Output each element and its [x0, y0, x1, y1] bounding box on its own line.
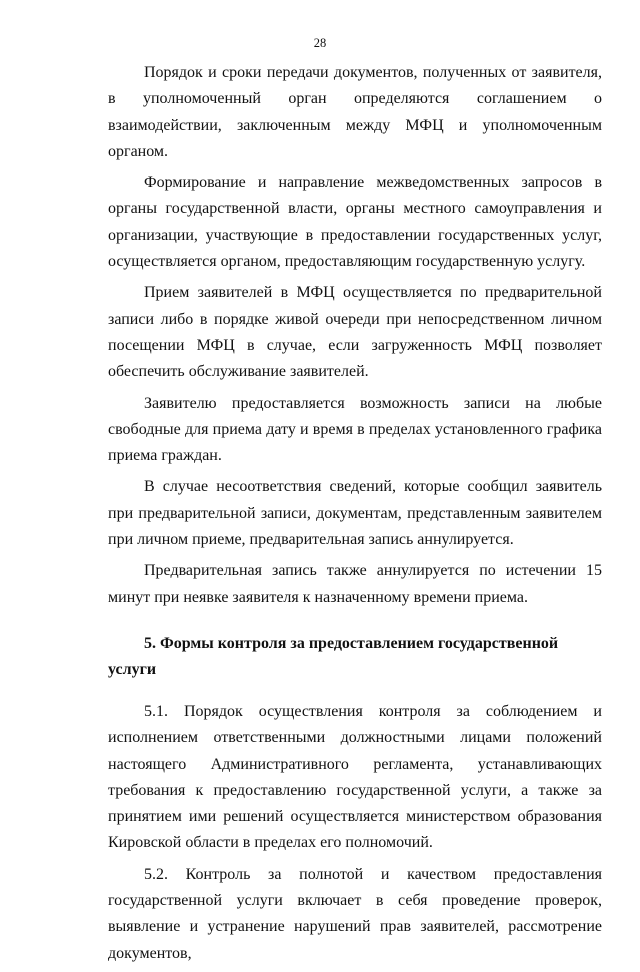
- section-heading-text: 5. Формы контроля за предоставлением государственной услуги: [108, 634, 559, 678]
- paragraph-5-2: 5.2. Контроль за полнотой и качеством предоставления государственной услуги включает в себя проведение проверок, выявление и устранение нарушений прав заявителей, рассмотрение документов,: [108, 865, 602, 962]
- paragraph-appointment-cancel-late: Предварительная запись также аннулируется по истечении 15 минут при неявке заявителя к назначенному времени приема.: [108, 562, 602, 606]
- paragraph-5-1: 5.1. Порядок осуществления контроля за соблюдением и исполнением ответственными должностными лицами положений настоящего Административного регламента, устанавливающих требования к предоставлению государственной услуги, а также за принятием ими решений осуществляется министерством образования Кировской области в пределах его полномочий.: [108, 702, 602, 852]
- paragraph-mfc-reception: Прием заявителей в МФЦ осуществляется по предварительной записи либо в порядке живой очереди при непосредственном личном посещении МФЦ в случае, если загруженность МФЦ позволяет обеспечить обслуживание заявителей.: [108, 284, 602, 381]
- document-body: [108, 60, 602, 972]
- paragraph-mfc-transfer: Порядок и сроки передачи документов, полученных от заявителя, в уполномоченный орган определяются соглашением о взаимодействии, заключенным между МФЦ и уполномоченным органом.: [108, 64, 602, 160]
- paragraph-appointment-cancel-mismatch: В случае несоответствия сведений, которые сообщил заявитель при предварительной записи, документам, представленным заявителем при личном приеме, предварительная запись аннулируется.: [108, 478, 602, 549]
- paragraph-appointment-choice: Заявителю предоставляется возможность записи на любые свободные для приема дату и время в пределах установленного графика приема граждан.: [108, 394, 602, 465]
- page-number: 28: [313, 36, 327, 50]
- paragraph-interagency-requests: Формирование и направление межведомственных запросов в органы государственной власти, органы местного самоуправления и организации, участвующие в предоставлении государственных услуг, осуществляется органом, предоставляющим государственную услугу.: [108, 174, 602, 271]
- section-heading: [108, 631, 602, 683]
